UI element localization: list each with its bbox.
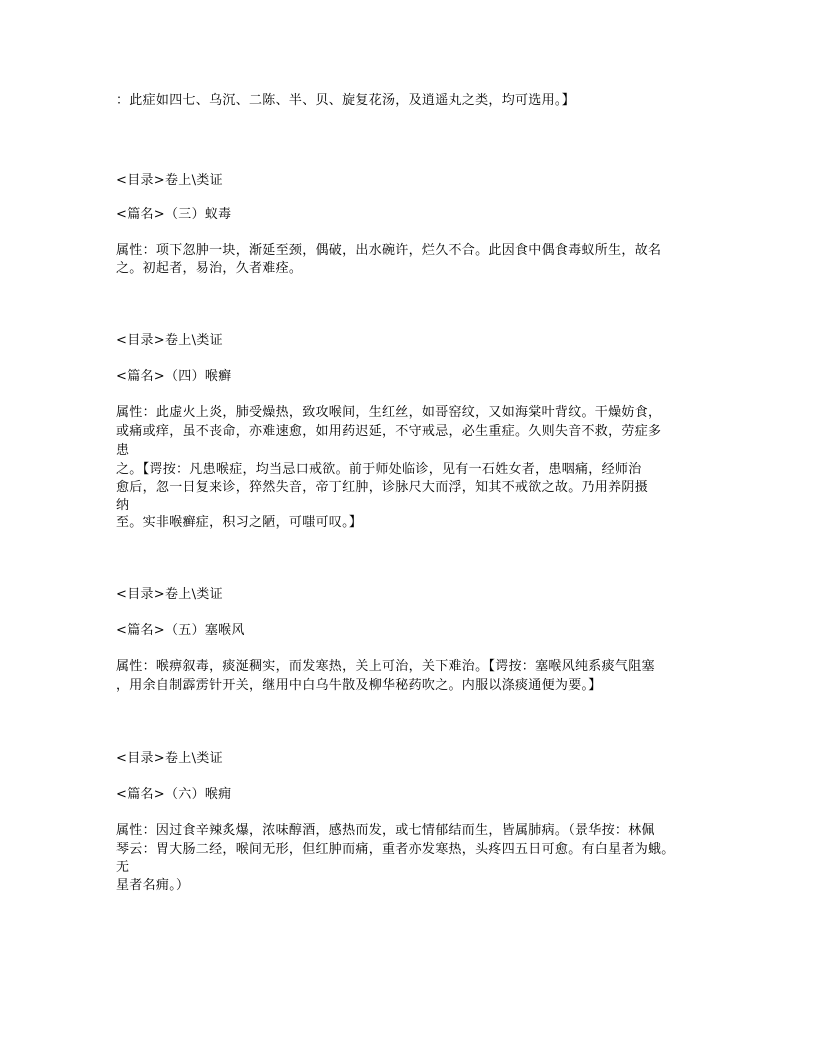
text-line: 属性：项下忽肿一块，渐延至颈，偶破，出水碗许，烂久不合。此因食中偶食毒蚁所生，故名 <box>116 243 662 258</box>
text-line: 或痛或痒，虽不丧命，亦难速愈，如用药迟延，不守戒忌，必生重症。久则失音不救，劳症多 <box>116 424 662 439</box>
text-line: 琴云：胃大肠二经，喉间无形，但红肿而痛，重者亦发寒热，头疼四五日可愈。有白星者为蛾。 <box>116 842 675 857</box>
catalog-line: <目录>卷上\类证 <box>116 333 223 348</box>
chapter-title: <篇名>（三）蚁毒 <box>116 207 232 222</box>
catalog-line: <目录>卷上\类证 <box>116 587 223 602</box>
text-line: 属性：此虚火上炎，肺受燥热，致攻喉间，生红丝，如哥窑纹，又如海棠叶背纹。干燥妨食， <box>116 405 662 420</box>
text-line: 纳 <box>116 498 130 513</box>
text-line: 至。实非喉癣症，积习之陋，可嗤可叹。】 <box>116 515 363 530</box>
chapter-title: <篇名>（五）塞喉风 <box>116 623 245 638</box>
text-line: 患 <box>116 443 130 458</box>
text-line: 之。初起者，易治，久者难痊。 <box>116 261 303 276</box>
text-line: 属性：因过食辛辣炙爆，浓味醇酒，感热而发，或七情郁结而生，皆属肺病。（景华按：林佩 <box>116 823 655 838</box>
text-line: 星者名痈。） <box>116 878 190 893</box>
catalog-line: <目录>卷上\类证 <box>116 173 223 188</box>
text-line: 无 <box>116 860 130 875</box>
text-line: ：此症如四七、乌沉、二陈、半、贝、旋复花汤，及逍遥丸之类，均可选用。】 <box>116 93 576 108</box>
text-line: 愈后，忽一日复来诊，猝然失音，帝丁红肿，诊脉尺大而浮，知其不戒欲之故。乃用养阴摄 <box>116 480 649 495</box>
catalog-line: <目录>卷上\类证 <box>116 751 223 766</box>
text-line: ，用余自制霹雳针开关，继用中白乌牛散及柳华秘药吹之。内服以涤痰通便为要。】 <box>116 678 602 693</box>
chapter-title: <篇名>（四）喉癣 <box>116 369 232 384</box>
text-line: 属性：喉痹叙毒，痰涎稠实，而发寒热，关上可治，关下难治。【谔按：塞喉风纯系痰气阻塞 <box>116 659 655 674</box>
chapter-title: <篇名>（六）喉痈 <box>116 787 232 802</box>
text-line: 之。【谔按：凡患喉症，均当忌口戒欲。前于师处临诊，见有一石姓女者，患咽痛，经师治 <box>116 462 642 477</box>
